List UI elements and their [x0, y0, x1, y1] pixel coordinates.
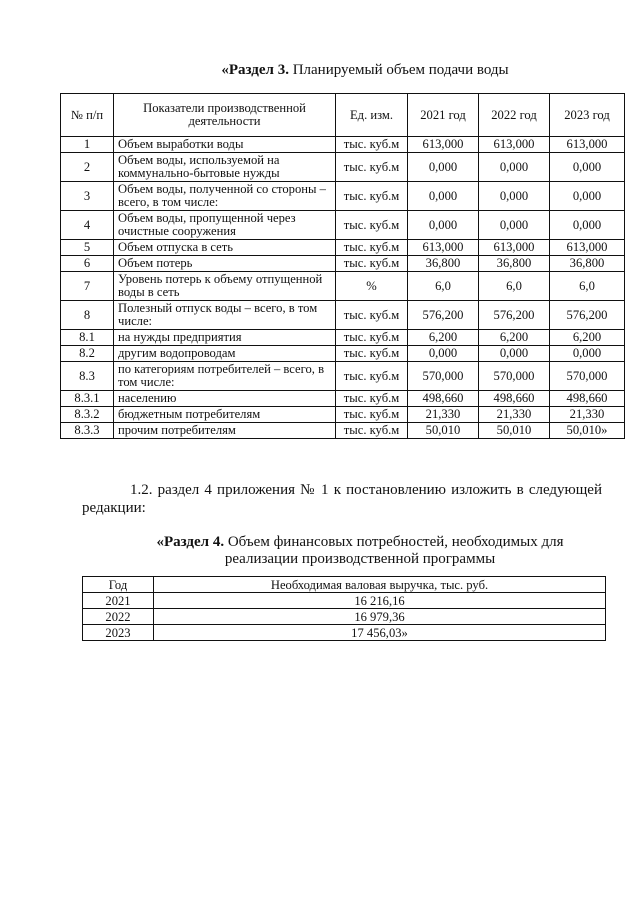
- header-2021: 2021 год: [408, 94, 479, 137]
- row-value-2022: 613,000: [479, 240, 550, 256]
- row-revenue: 17 456,03»: [154, 625, 606, 641]
- row-name: Уровень потерь к объему отпущенной воды в сеть: [114, 272, 336, 301]
- row-value-2022: 576,200: [479, 301, 550, 330]
- row-unit: тыс. куб.м: [336, 330, 408, 346]
- row-num: 8: [61, 301, 114, 330]
- table-row: [61, 423, 625, 439]
- financial-needs-table: [82, 576, 606, 641]
- row-name: Объем выработки воды: [114, 137, 336, 153]
- row-value-2021: 498,660: [408, 391, 479, 407]
- row-name: по категориям потребителей – всего, в том числе:: [114, 362, 336, 391]
- row-value-2022: 21,330: [479, 407, 550, 423]
- row-num: 8.2: [61, 346, 114, 362]
- row-num: 5: [61, 240, 114, 256]
- row-value-2023: 0,000: [550, 346, 625, 362]
- header-unit: Ед. изм.: [336, 94, 408, 137]
- table-row: [83, 593, 606, 609]
- table-header-row: [83, 577, 606, 593]
- row-name: бюджетным потребителям: [114, 407, 336, 423]
- table-row: [61, 407, 625, 423]
- row-unit: тыс. куб.м: [336, 301, 408, 330]
- row-num: 4: [61, 211, 114, 240]
- row-value-2021: 0,000: [408, 346, 479, 362]
- row-unit: тыс. куб.м: [336, 211, 408, 240]
- header-num: № п/п: [61, 94, 114, 137]
- row-num: 3: [61, 182, 114, 211]
- row-value-2021: 6,200: [408, 330, 479, 346]
- row-unit: тыс. куб.м: [336, 423, 408, 439]
- row-value-2023: 0,000: [550, 211, 625, 240]
- row-value-2023: 50,010»: [550, 423, 625, 439]
- row-value-2023: 21,330: [550, 407, 625, 423]
- row-value-2022: 6,200: [479, 330, 550, 346]
- table-row: [61, 362, 625, 391]
- row-num: 8.3.1: [61, 391, 114, 407]
- row-value-2021: 570,000: [408, 362, 479, 391]
- row-value-2022: 50,010: [479, 423, 550, 439]
- row-num: 8.1: [61, 330, 114, 346]
- row-value-2023: 0,000: [550, 153, 625, 182]
- row-name: населению: [114, 391, 336, 407]
- header-year: Год: [83, 577, 154, 593]
- row-value-2023: 6,0: [550, 272, 625, 301]
- row-name: на нужды предприятия: [114, 330, 336, 346]
- row-num: 2: [61, 153, 114, 182]
- section-3-label: «Раздел 3.: [221, 62, 289, 78]
- row-num: 7: [61, 272, 114, 301]
- row-name: Полезный отпуск воды – всего, в том числе:: [114, 301, 336, 330]
- table-row: [83, 609, 606, 625]
- row-year: 2022: [83, 609, 154, 625]
- row-value-2021: 0,000: [408, 153, 479, 182]
- row-value-2021: 613,000: [408, 137, 479, 153]
- row-value-2023: 570,000: [550, 362, 625, 391]
- section-3-heading: Планируемый объем подачи воды: [288, 62, 509, 78]
- row-unit: тыс. куб.м: [336, 256, 408, 272]
- row-unit: тыс. куб.м: [336, 407, 408, 423]
- row-value-2023: 613,000: [550, 137, 625, 153]
- row-unit: тыс. куб.м: [336, 153, 408, 182]
- row-value-2023: 498,660: [550, 391, 625, 407]
- table-row: [61, 272, 625, 301]
- table-row: [61, 137, 625, 153]
- table-row: [61, 330, 625, 346]
- row-value-2022: 36,800: [479, 256, 550, 272]
- table-row: [61, 240, 625, 256]
- header-2022: 2022 год: [479, 94, 550, 137]
- row-unit: тыс. куб.м: [336, 362, 408, 391]
- row-name: Объем отпуска в сеть: [114, 240, 336, 256]
- row-value-2022: 6,0: [479, 272, 550, 301]
- header-indicator: Показатели производственной деятельности: [114, 94, 336, 137]
- table-row: [61, 153, 625, 182]
- section-4-title: [150, 534, 570, 568]
- table-row: [61, 182, 625, 211]
- row-value-2023: 613,000: [550, 240, 625, 256]
- row-value-2022: 498,660: [479, 391, 550, 407]
- section-3-title: [0, 62, 640, 79]
- row-value-2022: 613,000: [479, 137, 550, 153]
- row-value-2021: 0,000: [408, 211, 479, 240]
- row-value-2021: 36,800: [408, 256, 479, 272]
- row-value-2022: 570,000: [479, 362, 550, 391]
- row-num: 8.3: [61, 362, 114, 391]
- row-name: Объем воды, полученной со стороны – всего, в том числе:: [114, 182, 336, 211]
- row-revenue: 16 216,16: [154, 593, 606, 609]
- table-row: [61, 256, 625, 272]
- row-unit: тыс. куб.м: [336, 240, 408, 256]
- row-value-2021: 6,0: [408, 272, 479, 301]
- row-num: 8.3.2: [61, 407, 114, 423]
- header-2023: 2023 год: [550, 94, 625, 137]
- table-row: [61, 346, 625, 362]
- table-row: [61, 211, 625, 240]
- row-unit: %: [336, 272, 408, 301]
- row-unit: тыс. куб.м: [336, 346, 408, 362]
- row-value-2021: 576,200: [408, 301, 479, 330]
- row-revenue: 16 979,36: [154, 609, 606, 625]
- row-name: Объем воды, используемой на коммунально-бытовые нужды: [114, 153, 336, 182]
- amendment-paragraph: 1.2. раздел 4 приложения № 1 к постановлению изложить в следующей редакции:: [82, 482, 602, 516]
- row-name: Объем воды, пропущенной через очистные сооружения: [114, 211, 336, 240]
- table-row: [61, 301, 625, 330]
- row-name: Объем потерь: [114, 256, 336, 272]
- section-4-label: «Раздел 4.: [156, 534, 225, 550]
- row-num: 1: [61, 137, 114, 153]
- row-value-2023: 576,200: [550, 301, 625, 330]
- table-header-row: [61, 94, 625, 137]
- row-value-2021: 21,330: [408, 407, 479, 423]
- row-value-2022: 0,000: [479, 153, 550, 182]
- row-value-2021: 0,000: [408, 182, 479, 211]
- row-value-2021: 50,010: [408, 423, 479, 439]
- table-row: [61, 391, 625, 407]
- section-4-heading: Объем финансовых потребностей, необходимых для реализации производственной программы: [224, 534, 564, 567]
- row-year: 2021: [83, 593, 154, 609]
- table-row: [83, 625, 606, 641]
- row-value-2022: 0,000: [479, 211, 550, 240]
- row-num: 6: [61, 256, 114, 272]
- row-value-2022: 0,000: [479, 346, 550, 362]
- row-value-2023: 6,200: [550, 330, 625, 346]
- header-revenue: Необходимая валовая выручка, тыс. руб.: [154, 577, 606, 593]
- row-name: прочим потребителям: [114, 423, 336, 439]
- row-name: другим водопроводам: [114, 346, 336, 362]
- row-num: 8.3.3: [61, 423, 114, 439]
- row-unit: тыс. куб.м: [336, 391, 408, 407]
- row-unit: тыс. куб.м: [336, 182, 408, 211]
- water-supply-table: [60, 93, 625, 439]
- row-value-2021: 613,000: [408, 240, 479, 256]
- row-value-2023: 0,000: [550, 182, 625, 211]
- row-year: 2023: [83, 625, 154, 641]
- row-value-2023: 36,800: [550, 256, 625, 272]
- row-unit: тыс. куб.м: [336, 137, 408, 153]
- row-value-2022: 0,000: [479, 182, 550, 211]
